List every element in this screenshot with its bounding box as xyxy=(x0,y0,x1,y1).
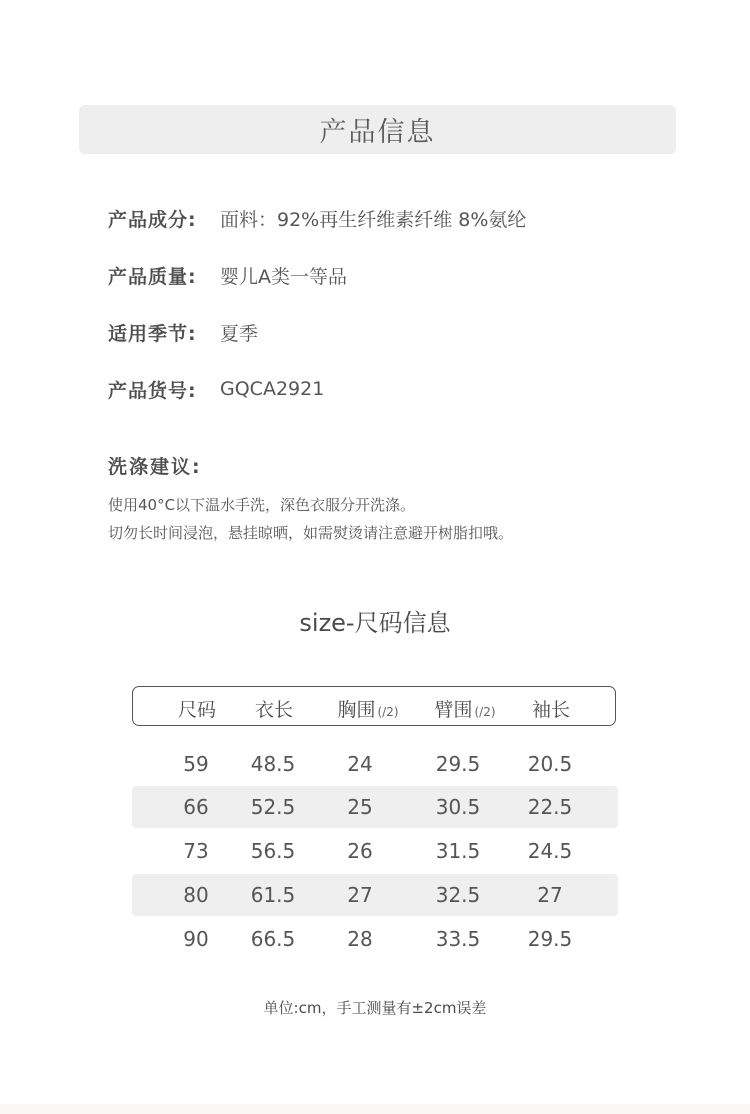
size-section-title: size-尺码信息 xyxy=(299,609,451,637)
table-cell: 29.5 xyxy=(435,752,481,776)
page-title: 产品信息 xyxy=(319,117,436,148)
bottom-band xyxy=(0,1104,750,1114)
table-cell: 32.5 xyxy=(435,883,481,907)
info-label: 适用季节: xyxy=(108,322,197,345)
table-cell: 24 xyxy=(347,752,373,776)
table-cell: 73 xyxy=(183,839,209,863)
table-cell: 28 xyxy=(347,927,373,951)
table-cell: 56.5 xyxy=(250,839,296,863)
table-row xyxy=(132,874,618,916)
info-value: 面料：92%再生纤维素纤维 8%氨纶 xyxy=(220,208,527,231)
table-cell: 22.5 xyxy=(527,795,573,819)
info-value: GQCA2921 xyxy=(220,378,325,400)
table-cell: 24.5 xyxy=(527,839,573,863)
info-label: 产品成分: xyxy=(108,208,197,231)
header-note: (/2) xyxy=(474,705,496,719)
table-cell: 29.5 xyxy=(527,927,573,951)
info-row-season xyxy=(108,317,258,347)
table-cell: 31.5 xyxy=(435,839,481,863)
table-cell: 48.5 xyxy=(250,752,296,776)
table-row xyxy=(132,786,618,828)
size-table-header-cell: 臂围 (/2) xyxy=(434,699,496,721)
size-table-header xyxy=(132,686,616,726)
table-cell: 52.5 xyxy=(250,795,296,819)
product-info-title-bar xyxy=(79,105,676,154)
table-cell: 27 xyxy=(537,883,563,907)
wash-advice-title: 洗涤建议: xyxy=(108,456,202,478)
table-cell: 80 xyxy=(183,883,209,907)
table-cell: 26 xyxy=(347,839,373,863)
size-table-header-cell: 袖长 xyxy=(531,699,571,721)
info-row-item-number xyxy=(108,374,324,404)
table-row xyxy=(132,830,618,872)
header-note: (/2) xyxy=(377,705,399,719)
info-row-composition xyxy=(108,203,526,233)
info-row-quality xyxy=(108,260,347,290)
table-cell: 66.5 xyxy=(250,927,296,951)
size-table-header-cell: 尺码 xyxy=(177,699,217,721)
table-cell: 66 xyxy=(183,795,209,819)
table-row xyxy=(132,743,618,785)
info-label: 产品货号: xyxy=(108,379,197,402)
table-cell: 33.5 xyxy=(435,927,481,951)
size-table-header-cell: 胸围 (/2) xyxy=(337,699,399,721)
wash-advice-line: 切勿长时间浸泡，悬挂晾晒，如需熨烫请注意避开树脂扣哦。 xyxy=(108,524,514,542)
table-cell: 20.5 xyxy=(527,752,573,776)
table-cell: 27 xyxy=(347,883,373,907)
info-value: 婴儿A类一等品 xyxy=(220,265,347,288)
table-cell: 61.5 xyxy=(250,883,296,907)
table-cell: 30.5 xyxy=(435,795,481,819)
table-row xyxy=(132,918,618,960)
info-value: 夏季 xyxy=(220,322,259,345)
measurement-footnote: 单位:cm，手工测量有±2cm误差 xyxy=(263,999,487,1017)
info-label: 产品质量: xyxy=(108,265,197,288)
table-cell: 25 xyxy=(347,795,373,819)
size-table-header-cell: 衣长 xyxy=(254,699,294,721)
table-cell: 90 xyxy=(183,927,209,951)
table-cell: 59 xyxy=(183,752,209,776)
wash-advice-line: 使用40°C以下温水手洗，深色衣服分开洗涤。 xyxy=(108,496,416,514)
